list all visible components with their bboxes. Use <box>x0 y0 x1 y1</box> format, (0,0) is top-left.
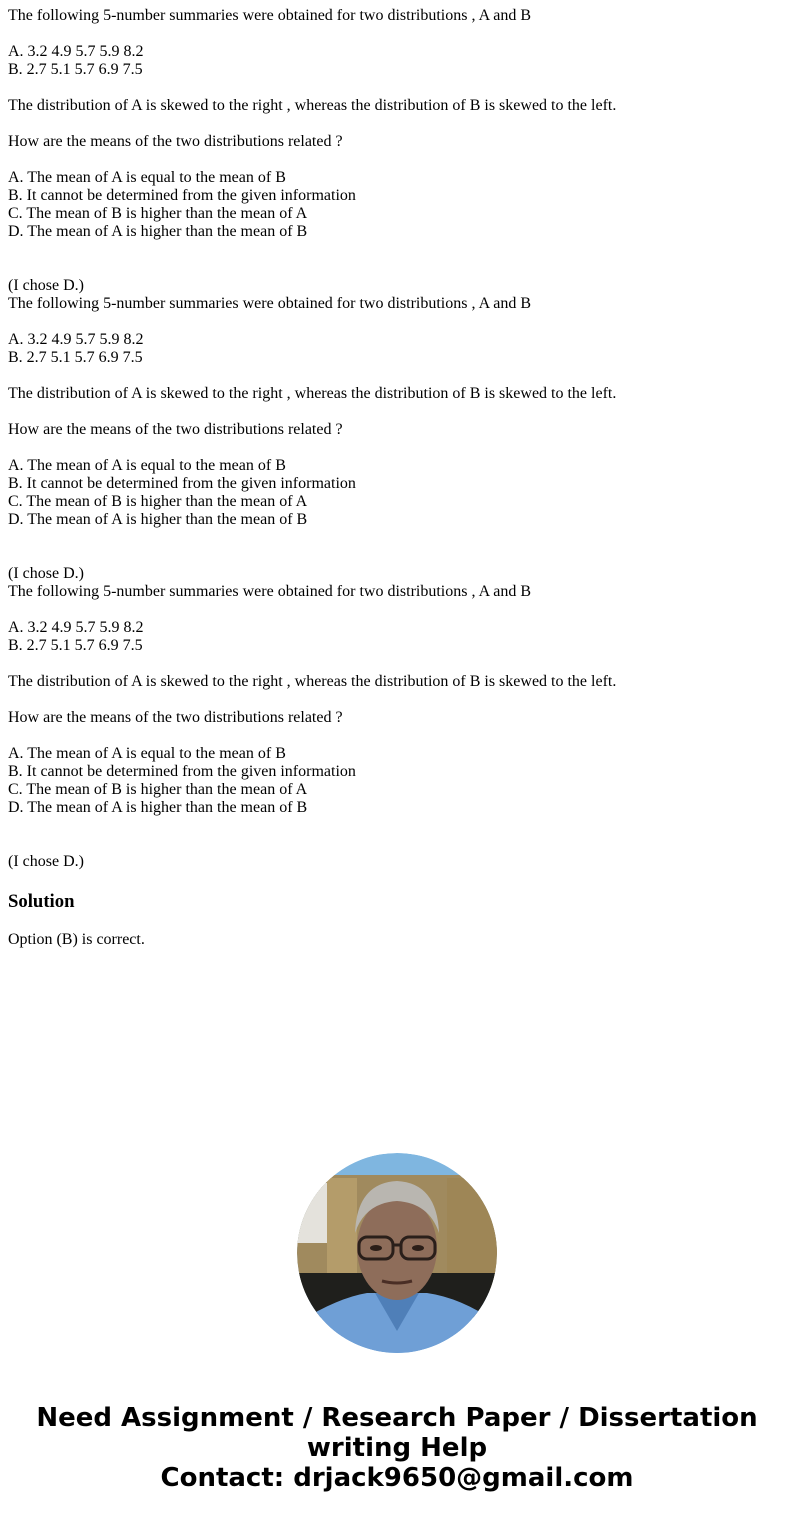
promo-banner <box>0 1403 794 1493</box>
option-a: A. The mean of A is equal to the mean of B <box>8 745 286 762</box>
promo-line-1: Need Assignment / Research Paper / Dissertation <box>36 1403 758 1433</box>
option-b: B. It cannot be determined from the given information <box>8 187 356 204</box>
summary-b: B. 2.7 5.1 5.7 6.9 7.5 <box>8 349 143 366</box>
option-a: A. The mean of A is equal to the mean of B <box>8 169 286 186</box>
promo-contact: Contact: drjack9650@gmail.com <box>160 1463 634 1493</box>
choice-note: (I chose D.) <box>8 277 84 294</box>
question-text: How are the means of the two distributions related ? <box>8 421 343 438</box>
option-c: C. The mean of B is higher than the mean of A <box>8 493 308 510</box>
option-a: A. The mean of A is equal to the mean of B <box>8 457 286 474</box>
question-content <box>8 7 788 871</box>
question-intro: The following 5-number summaries were obtained for two distributions , A and B <box>8 7 532 24</box>
option-d: D. The mean of A is higher than the mean of B <box>8 223 308 240</box>
question-block <box>8 295 788 583</box>
choice-note: (I chose D.) <box>8 565 84 582</box>
question-text: How are the means of the two distributions related ? <box>8 709 343 726</box>
summary-a: A. 3.2 4.9 5.7 5.9 8.2 <box>8 43 144 60</box>
summary-a: A. 3.2 4.9 5.7 5.9 8.2 <box>8 331 144 348</box>
promo-line-2: writing Help <box>306 1433 488 1463</box>
solution-heading: Solution <box>8 891 75 912</box>
question-text: How are the means of the two distributions related ? <box>8 133 343 150</box>
option-b: B. It cannot be determined from the given information <box>8 763 356 780</box>
option-d: D. The mean of A is higher than the mean of B <box>8 799 308 816</box>
question-intro: The following 5-number summaries were obtained for two distributions , A and B <box>8 583 532 600</box>
skew-statement: The distribution of A is skewed to the right , whereas the distribution of B is skewed to the left. <box>8 97 617 114</box>
summary-b: B. 2.7 5.1 5.7 6.9 7.5 <box>8 637 143 654</box>
option-d: D. The mean of A is higher than the mean of B <box>8 511 308 528</box>
summary-b: B. 2.7 5.1 5.7 6.9 7.5 <box>8 61 143 78</box>
author-avatar <box>297 1153 497 1353</box>
question-intro: The following 5-number summaries were obtained for two distributions , A and B <box>8 295 532 312</box>
summary-a: A. 3.2 4.9 5.7 5.9 8.2 <box>8 619 144 636</box>
solution-answer: Option (B) is correct. <box>8 931 145 948</box>
portrait-image <box>297 1153 497 1353</box>
skew-statement: The distribution of A is skewed to the right , whereas the distribution of B is skewed to the left. <box>8 673 617 690</box>
choice-note: (I chose D.) <box>8 853 84 870</box>
option-c: C. The mean of B is higher than the mean of A <box>8 781 308 798</box>
option-b: B. It cannot be determined from the given information <box>8 475 356 492</box>
question-block <box>8 7 788 295</box>
question-block <box>8 583 788 871</box>
skew-statement: The distribution of A is skewed to the right , whereas the distribution of B is skewed to the left. <box>8 385 617 402</box>
option-c: C. The mean of B is higher than the mean of A <box>8 205 308 222</box>
